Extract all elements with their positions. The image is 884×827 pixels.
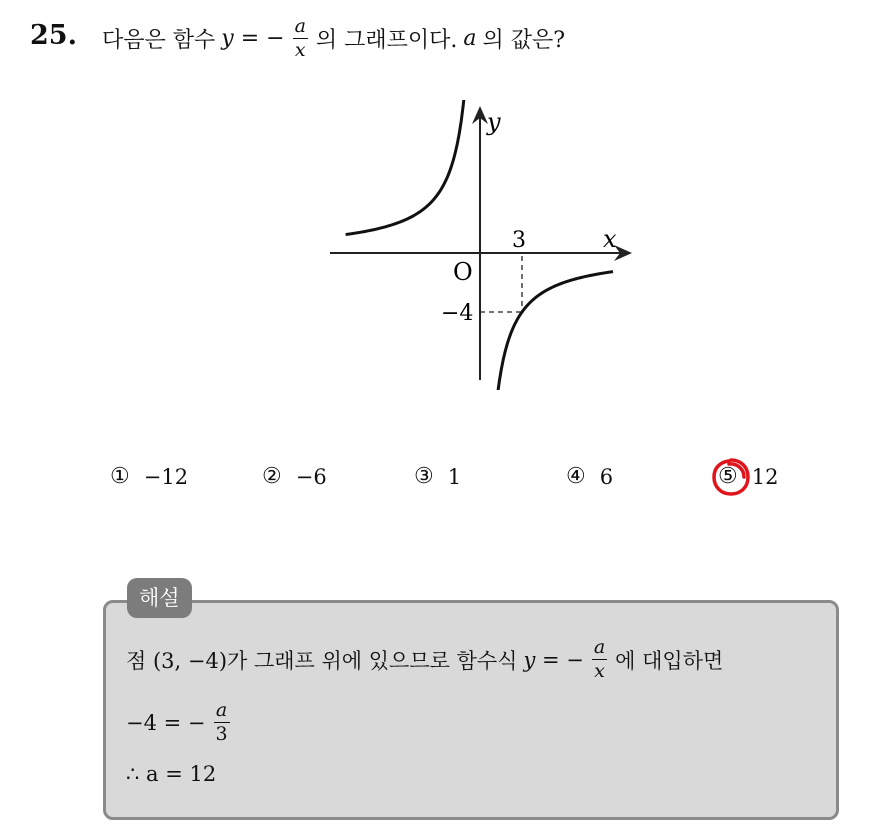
question-text-end: 의 값은?: [482, 28, 566, 53]
choice-2[interactable]: [262, 464, 327, 489]
choice-marker: ③: [414, 464, 434, 489]
x-tick-label: 3: [512, 228, 526, 253]
function-fraction: [293, 17, 308, 60]
solution-label: 해설: [127, 578, 192, 618]
solution-text-before: 점 (3, −4)가 그래프 위에 있으므로 함수식: [126, 648, 518, 673]
fraction-numerator: a: [294, 15, 306, 37]
choice-marker: ④: [566, 464, 586, 489]
choice-5[interactable]: [718, 464, 778, 489]
solution-line-1: [126, 638, 723, 681]
answer-ring-mark: [709, 455, 753, 499]
question-text-after: 의 그래프이다.: [315, 28, 458, 53]
answer-choices: [110, 464, 810, 500]
question-variable: a: [463, 26, 477, 51]
solution-conclusion: ∴ a = 12: [126, 762, 217, 786]
choice-marker: ②: [262, 464, 282, 489]
choice-value: 1: [447, 464, 462, 489]
fraction-numerator: a: [593, 636, 606, 658]
fraction-denominator: x: [594, 660, 605, 682]
equation-lhs: −4 = −: [126, 710, 206, 735]
choice-value: 12: [751, 464, 779, 489]
solution-line-2: [126, 701, 232, 744]
y-tick-label: −4: [441, 301, 474, 326]
solution-function-fraction: [592, 638, 607, 681]
choice-1[interactable]: [110, 464, 188, 489]
question-text-before: 다음은 함수: [102, 28, 216, 53]
choice-value: −12: [143, 464, 189, 489]
choice-marker-glyph: ⑤: [718, 464, 738, 489]
solution-text-after: 에 대입하면: [615, 648, 724, 673]
question-number: 25.: [30, 20, 77, 51]
choice-3[interactable]: [414, 464, 461, 489]
fraction-denominator: x: [294, 39, 306, 61]
equation-fraction: [214, 701, 230, 744]
y-axis-label: y: [487, 108, 501, 136]
function-lhs: y = −: [221, 26, 285, 51]
hyperbola-graph: [320, 100, 640, 390]
x-axis-label: x: [603, 225, 617, 253]
fraction-denominator: 3: [215, 723, 228, 745]
choice-marker: ①: [110, 464, 130, 489]
choice-value: 6: [599, 464, 614, 489]
origin-label: O: [453, 258, 473, 286]
hyperbola-branch-upper-left: [346, 100, 466, 235]
hyperbola-branch-lower-right: [495, 272, 613, 390]
choice-value: −6: [295, 464, 327, 489]
question-text: [102, 17, 565, 60]
choice-marker: [718, 464, 738, 489]
fraction-numerator: a: [215, 699, 228, 721]
solution-line-3: [126, 762, 216, 786]
solution-function-lhs: y = −: [523, 647, 584, 672]
choice-4[interactable]: [566, 464, 613, 489]
